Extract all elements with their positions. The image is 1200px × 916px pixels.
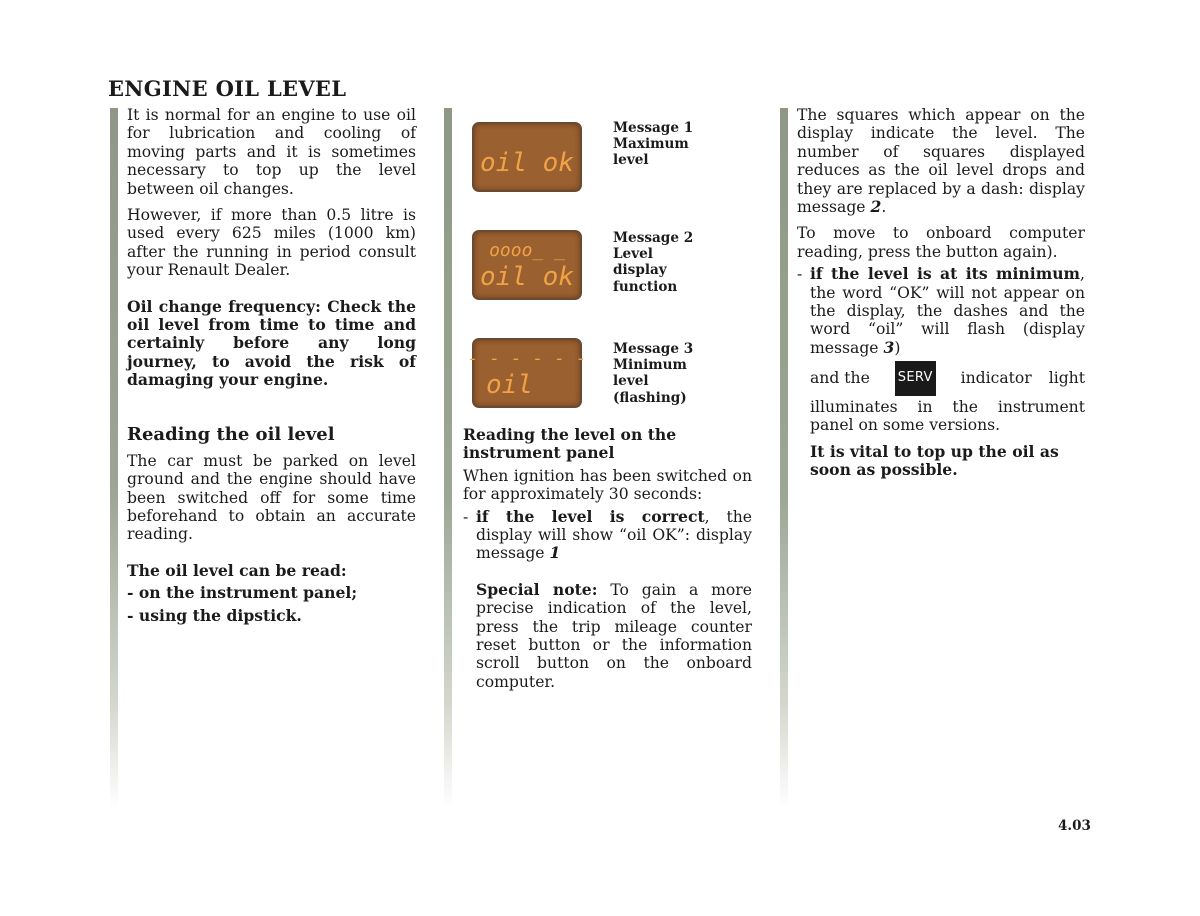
column-divider-bar (780, 108, 788, 808)
column-instrument-panel (463, 426, 752, 695)
lcd-segments (474, 124, 580, 190)
lcd-segments (474, 232, 580, 298)
oil-display-message-2 (472, 230, 582, 300)
lcd-line-2: oil ok (480, 148, 574, 178)
page-title: ENGINE OIL LEVEL (108, 76, 347, 101)
body-phrase: indicator light (960, 369, 1085, 388)
serv-indicator-icon: SERV (895, 361, 936, 395)
bold-phrase: if the level is at its minimum (810, 264, 1081, 284)
lcd-line-1: oooo_ _ (489, 240, 565, 261)
message-1-label (613, 120, 693, 169)
label-line: Message 3 (613, 341, 694, 357)
special-note-text (476, 581, 752, 691)
body-phrase: The squares which appear on the display indicate the level. The number of squares displayed reduces as the oil level drops and they are replaced by a dash: display message (797, 106, 1085, 217)
column-divider-bar (110, 108, 118, 808)
bullet-dash: - (797, 265, 803, 284)
column-intro (127, 106, 416, 633)
label-line: function (613, 278, 678, 295)
oil-change-warning: Oil change frequency: Check the oil level from time to time and certainly before any long journey, to avoid the risk of damaging your engine. (127, 296, 416, 390)
squares-paragraph (797, 106, 1085, 216)
illuminates-text: illuminates in the instrument panel on some versions. (810, 397, 1085, 435)
consumption-paragraph: However, if more than 0.5 litre is used every 625 miles (1000 km) after the running in period consult your Renault Dealer. (127, 206, 416, 280)
top-up-warning: It is vital to top up the oil as soon as possible. (810, 441, 1059, 479)
bold-phrase: if the level is correct (476, 506, 705, 526)
body-phrase: and the (810, 369, 870, 388)
read-methods-intro: The oil level can be read: (127, 560, 347, 580)
message-3-label (613, 341, 693, 406)
intro-paragraph: It is normal for an engine to use oil for lubrication and cooling of moving parts and it is sometimes necessary to top up the level between oil changes. (127, 106, 416, 198)
column-level-explanation (797, 106, 1085, 487)
note-body: To gain a more precise indication of the level, press the trip mileage counter reset button or the information scroll button on the onboard computer. (476, 580, 752, 691)
bullet-dash: - (463, 507, 469, 526)
label-line: Minimum (613, 357, 687, 374)
message-number: 1 (549, 543, 561, 563)
note-label: Special note: (476, 579, 598, 599)
read-method-panel: - on the instrument panel; (127, 583, 358, 603)
lcd-line-1: - - - - - - (467, 348, 587, 369)
parking-paragraph: The car must be parked on level ground and the engine should have been switched off for some time beforehand to obtain an accurate reading. (127, 451, 416, 544)
message-number: 3 (883, 337, 895, 357)
body-phrase: ) (894, 338, 901, 357)
oil-display-message-1 (472, 122, 582, 192)
label-line: Maximum (613, 136, 689, 153)
label-line: Message 2 (613, 230, 694, 246)
body-phrase: , the display will show “oil OK”: display message (476, 507, 752, 563)
oil-display-message-3 (467, 338, 587, 408)
lcd-segments (467, 340, 587, 406)
level-minimum-item (797, 265, 1085, 357)
message-2-label (613, 230, 693, 295)
page-number: 4.03 (1058, 818, 1091, 834)
instrument-panel-heading: Reading the level on the instrument panel (463, 425, 677, 463)
body-phrase: . (881, 198, 887, 217)
computer-reading-paragraph: To move to onboard computer reading, press the button again). (797, 224, 1085, 261)
level-correct-item (463, 508, 752, 563)
label-line: Message 1 (613, 120, 694, 136)
special-note (463, 581, 752, 691)
ignition-paragraph: When ignition has been switched on for approximately 30 seconds: (463, 466, 752, 504)
label-line: (flashing) (613, 389, 687, 406)
read-method-dipstick: - using the dipstick. (127, 605, 302, 625)
body-phrase: , the word “OK” will not appear on the display, the dashes and the word “oil” will flash (display message (810, 265, 1085, 357)
message-number: 2 (870, 197, 882, 217)
label-line: Level (613, 246, 653, 263)
label-line: level (613, 152, 649, 169)
lcd-line-2: oil (486, 370, 533, 400)
label-line: display (613, 262, 667, 279)
label-line: level (613, 373, 649, 390)
level-correct-text (476, 508, 752, 563)
lcd-line-2: oil ok (480, 262, 574, 292)
serv-indicator-line (810, 361, 1085, 395)
section-heading-reading: Reading the oil level (127, 423, 335, 445)
column-divider-bar (444, 108, 452, 808)
level-minimum-text (810, 265, 1085, 357)
